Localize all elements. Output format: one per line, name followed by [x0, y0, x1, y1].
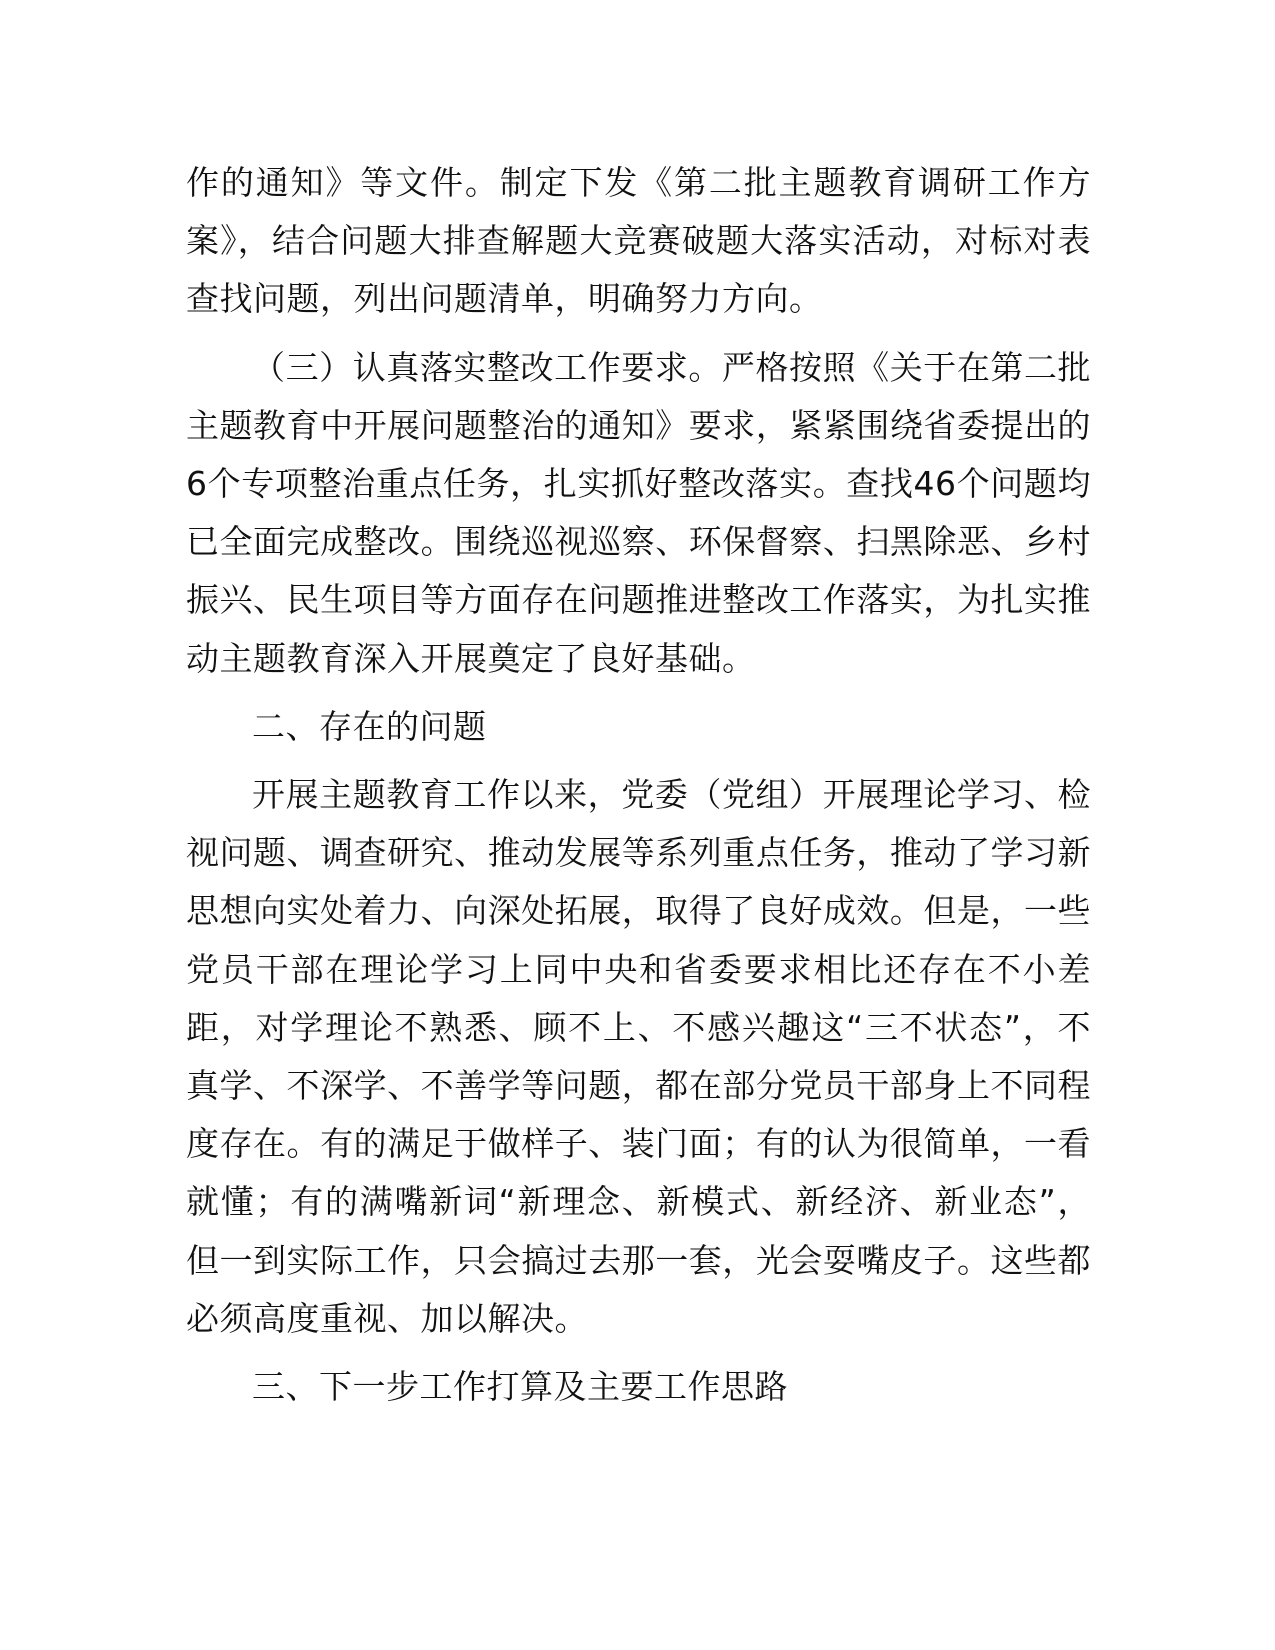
- paragraph-rectification: （三）认真落实整改工作要求。严格按照《关于在第二批主题教育中开展问题整治的通知》要求，紧紧围绕省委提出的6个专项整治重点任务，扎实抓好整改落实。查找46个问题均已全面完成整改。围绕巡视巡察、环保督察、扫黑除恶、乡村振兴、民生项目等方面存在问题推进整改工作落实，为扎实推动主题教育深入开展奠定了良好基础。: [186, 347, 1091, 678]
- document-body: [186, 154, 1091, 1416]
- paragraph-problems: 开展主题教育工作以来，党委（党组）开展理论学习、检视问题、调查研究、推动发展等系列重点任务，推动了学习新思想向实处着力、向深处拓展，取得了良好成效。但是，一些党员干部在理论学习上同中央和省委要求相比还存在不小差距，对学理论不熟悉、顾不上、不感兴趣这“三不状态”，不真学、不深学、不善学等问题，都在部分党员干部身上不同程度存在。有的满足于做样子、装门面；有的认为很简单，一看就懂；有的满嘴新词“新理念、新模式、新经济、新业态”，但一到实际工作，只会搞过去那一套，光会耍嘴皮子。这些都必须高度重视、加以解决。: [186, 775, 1091, 1338]
- section-heading-next-steps: 三、下一步工作打算及主要工作思路: [252, 1367, 788, 1407]
- paragraph-continuation: 作的通知》等文件。制定下发《第二批主题教育调研工作方案》，结合问题大排查解题大竞赛破题大落实活动，对标对表查找问题，列出问题清单，明确努力方向。: [186, 163, 1091, 319]
- section-heading-problems: 二、存在的问题: [252, 706, 487, 746]
